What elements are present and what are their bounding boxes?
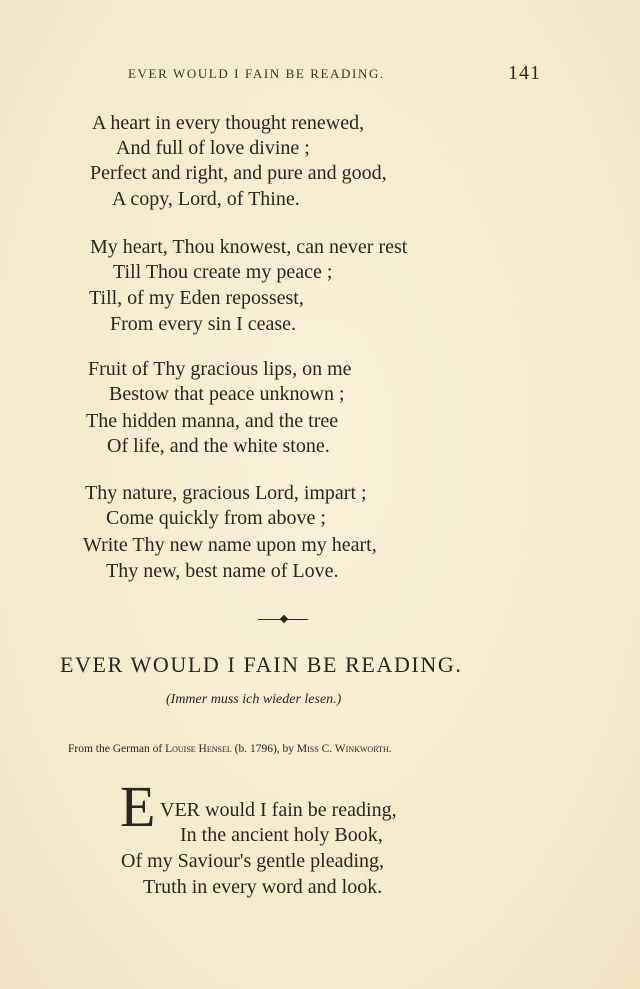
attribution-author: Louise Hensel — [165, 743, 232, 755]
verse-line: My heart, Thou knowest, can never rest — [90, 236, 408, 258]
verse-line: Write Thy new name upon my heart, — [83, 534, 377, 556]
hymn-line: Truth in every word and look. — [143, 876, 383, 898]
hymn-first-line: VER would I fain be reading, — [160, 799, 397, 821]
diamond-ornament-icon — [280, 615, 288, 623]
attribution-suffix: . — [388, 743, 392, 755]
hymn-subtitle: (Immer muss ich wieder lesen.) — [166, 692, 342, 707]
verse-line: Come quickly from above ; — [106, 507, 326, 529]
hymn-line: Of my Saviour's gentle pleading, — [121, 850, 384, 872]
verse-line: A copy, Lord, of Thine. — [112, 188, 300, 210]
attribution-prefix: From the German of — [68, 743, 166, 755]
verse-line: A heart in every thought renewed, — [92, 112, 365, 134]
verse-line: Thy nature, gracious Lord, impart ; — [85, 482, 367, 504]
hymn-line: In the ancient holy Book, — [180, 824, 383, 846]
attribution-middle: (b. 1796), by — [231, 743, 297, 755]
attribution-translator: Miss C. Winkworth — [296, 743, 389, 755]
attribution — [68, 743, 392, 755]
verse-line: And full of love divine ; — [116, 137, 310, 159]
verse-line: From every sin I cease. — [110, 313, 297, 335]
verse-line: The hidden manna, and the tree — [86, 410, 339, 432]
drop-cap: E — [120, 774, 156, 839]
verse-line: Till Thou create my peace ; — [113, 261, 333, 283]
verse-line: Of life, and the white stone. — [107, 435, 330, 457]
ornament-divider — [258, 612, 308, 626]
hymn-title: EVER WOULD I FAIN BE READING. — [60, 652, 463, 677]
verse-line: Bestow that peace unknown ; — [109, 383, 345, 405]
verse-line: Thy new, best name of Love. — [106, 560, 339, 582]
verse-line: Fruit of Thy gracious lips, on me — [88, 358, 352, 380]
page-number: 141 — [508, 62, 541, 84]
verse-line: Perfect and right, and pure and good, — [90, 162, 387, 184]
running-title: EVER WOULD I FAIN BE READING. — [128, 66, 385, 81]
verse-line: Till, of my Eden repossest, — [89, 287, 304, 309]
